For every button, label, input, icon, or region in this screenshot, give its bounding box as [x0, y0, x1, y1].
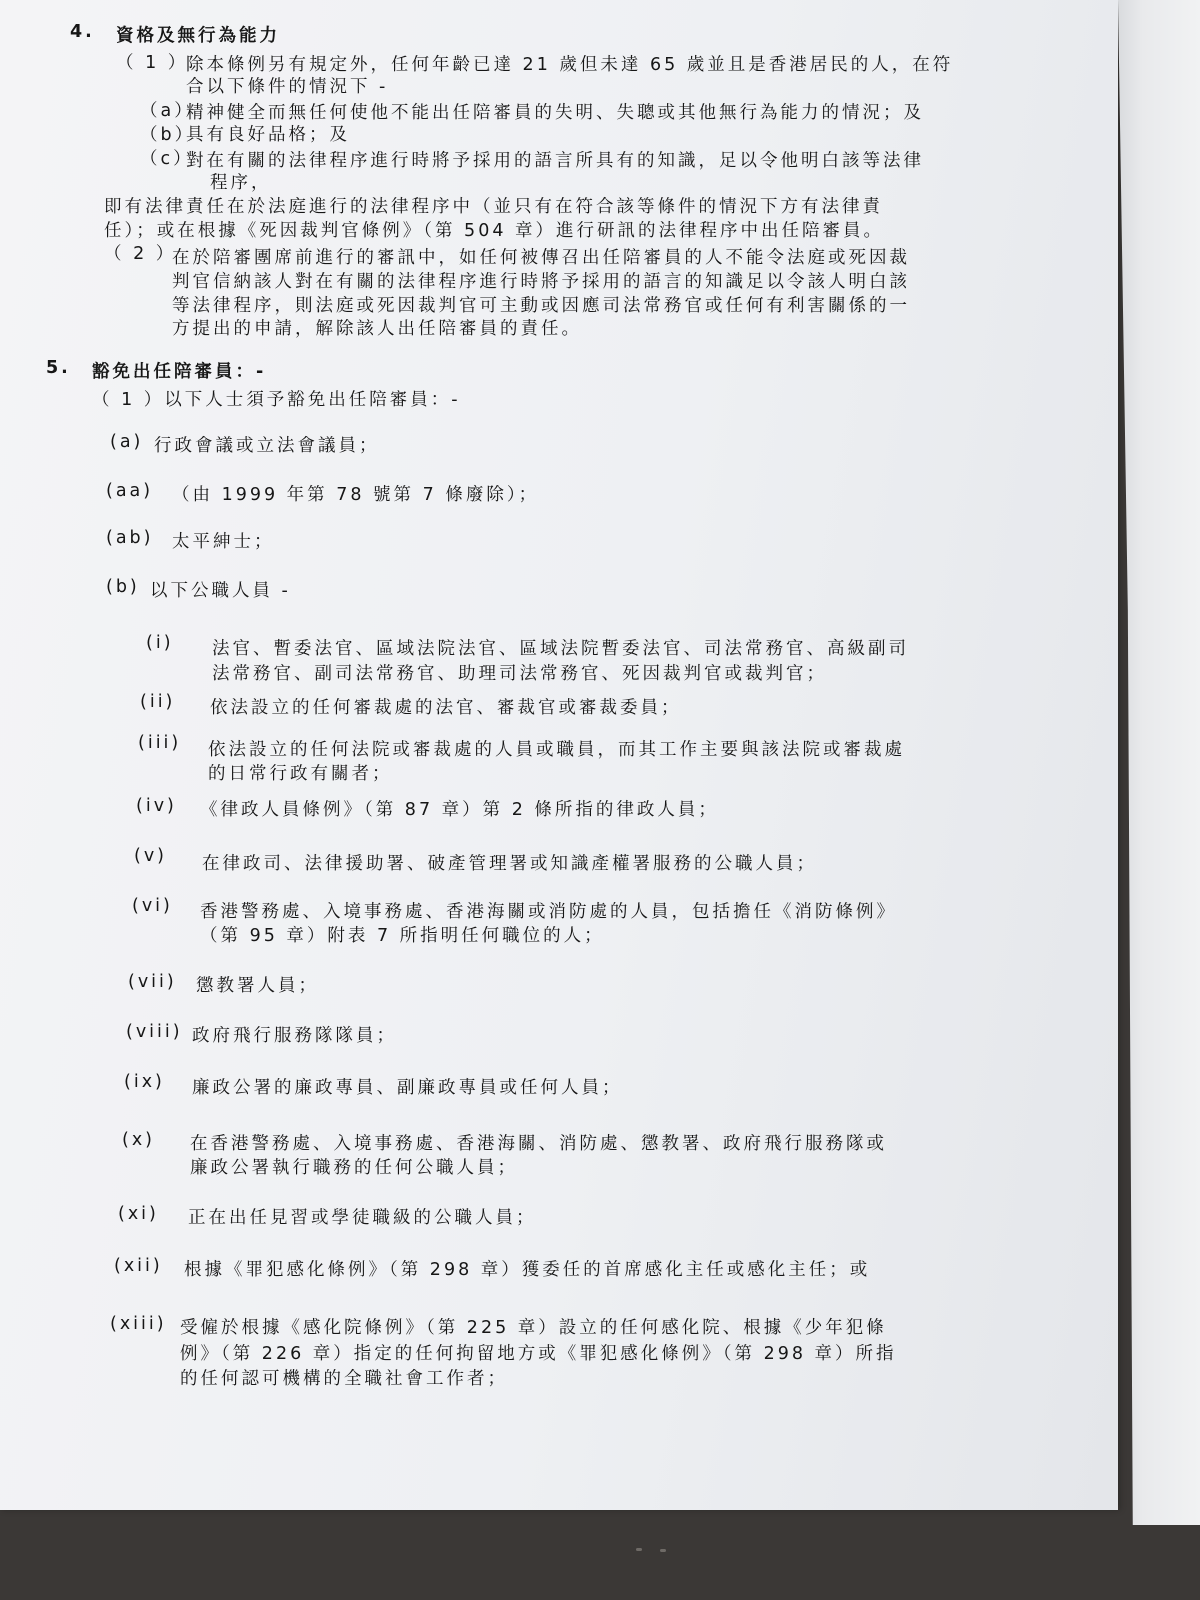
- section-5-1-intro: （ 1 ）以下人士須予豁免出任陪審員：-: [92, 390, 461, 410]
- subitem-vii-marker: (vii): [128, 972, 177, 992]
- subitem-xii-marker: (xii): [114, 1256, 163, 1276]
- subitem-ii-marker: (ii): [140, 692, 176, 712]
- item-aa-text: （由 1999 年第 78 號第 7 條廢除）；: [172, 485, 540, 505]
- subitem-x-marker: (x): [122, 1130, 156, 1150]
- adjacent-page-edge: [1118, 0, 1200, 1525]
- subitem-i-line-2: 法常務官、副司法常務官、助理司法常務官、死因裁判官或裁判官；: [212, 664, 827, 684]
- item-a-text: 行政會議或立法會議員；: [154, 436, 380, 456]
- item-aa-marker: (aa): [106, 481, 154, 501]
- condition-a-marker: （a）: [140, 101, 195, 121]
- section-4-1-line-1: 除本條例另有規定外，任何年齡已達 21 歲但未達 65 歲並且是香港居民的人，在符: [186, 55, 954, 75]
- floor-mark: [636, 1548, 642, 1551]
- section-4-2-line-4: 方提出的申請，解除該人出任陪審員的責任。: [172, 319, 582, 339]
- floor-mark: [660, 1549, 666, 1552]
- condition-c-line-1: 對在有關的法律程序進行時將予採用的語言所具有的知識，足以令他明白該等法律: [186, 151, 924, 171]
- item-a-marker: (a): [110, 432, 144, 452]
- item-ab-text: 太平紳士；: [172, 532, 275, 552]
- section-4-1-marker: （ 1 ）: [116, 53, 189, 73]
- subitem-vi-line-1: 香港警務處、入境事務處、香港海關或消防處的人員，包括擔任《消防條例》: [200, 902, 897, 922]
- condition-c-marker: （c）: [140, 149, 194, 169]
- subitem-xii-line-1: 根據《罪犯感化條例》（第 298 章）獲委任的首席感化主任或感化主任；或: [184, 1260, 871, 1280]
- condition-b-marker: （b）: [140, 125, 196, 145]
- section-4-2-marker: （ 2 ）: [104, 244, 177, 264]
- subitem-v-marker: (v): [134, 846, 168, 866]
- section-4-2-line-2: 判官信納該人對在有關的法律程序進行時將予採用的語言的知識足以令該人明白該: [172, 272, 910, 292]
- subitem-ix-marker: (ix): [124, 1072, 165, 1092]
- subitem-x-line-1: 在香港警務處、入境事務處、香港海關、消防處、懲教署、政府飛行服務隊或: [190, 1134, 887, 1154]
- subitem-v-line-1: 在律政司、法律援助署、破產管理署或知識產權署服務的公職人員；: [202, 854, 817, 874]
- subitem-xiii-line-2: 例》（第 226 章）指定的任何拘留地方或《罪犯感化條例》（第 298 章）所指: [180, 1344, 897, 1364]
- subitem-ix-line-1: 廉政公署的廉政專員、副廉政專員或任何人員；: [192, 1078, 623, 1098]
- section-4-closing-line-1: 即有法律責任在於法庭進行的法律程序中（並只有在符合該等條件的情況下方有法律責: [104, 197, 883, 217]
- section-4-2-line-3: 等法律程序，則法庭或死因裁判官可主動或因應司法常務官或任何有利害關係的一: [172, 296, 910, 316]
- subitem-i-marker: (i): [146, 633, 174, 653]
- item-b-marker: (b): [106, 577, 140, 597]
- subitem-xi-marker: (xi): [118, 1204, 159, 1224]
- section-4-1-line-2: 合以下條件的情況下 -: [186, 77, 389, 97]
- subitem-iii-marker: (iii): [138, 733, 182, 753]
- subitem-xiii-line-1: 受僱於根據《感化院條例》（第 225 章）設立的任何感化院、根據《少年犯條: [180, 1318, 887, 1338]
- subitem-ii-line-1: 依法設立的任何審裁處的法官、審裁官或審裁委員；: [210, 698, 682, 718]
- subitem-iv-marker: (iv): [136, 796, 177, 816]
- section-5-number: 5.: [46, 358, 71, 378]
- subitem-iii-line-1: 依法設立的任何法院或審裁處的人員或職員，而其工作主要與該法院或審裁處: [208, 740, 905, 760]
- section-5-heading: 豁免出任陪審員：-: [92, 362, 267, 382]
- item-b-text: 以下公職人員 -: [150, 581, 291, 601]
- subitem-xi-line-1: 正在出任見習或學徒職級的公職人員；: [188, 1208, 537, 1228]
- condition-b-text: 具有良好品格；及: [186, 125, 350, 145]
- subitem-vi-line-2: （第 95 章）附表 7 所指明任何職位的人；: [200, 926, 605, 946]
- section-4-number: 4.: [70, 22, 95, 42]
- condition-a-text: 精神健全而無任何使他不能出任陪審員的失明、失聰或其他無行為能力的情況；及: [186, 103, 924, 123]
- subitem-vi-marker: (vi): [132, 896, 173, 916]
- subitem-iv-line-1: 《律政人員條例》（第 87 章）第 2 條所指的律政人員；: [200, 800, 719, 820]
- subitem-vii-line-1: 懲教署人員；: [196, 976, 319, 996]
- section-4-2-line-1: 在於陪審團席前進行的審訊中，如任何被傳召出任陪審員的人不能令法庭或死因裁: [172, 248, 910, 268]
- subitem-xiii-marker: (xiii): [110, 1314, 167, 1334]
- subitem-viii-marker: (viii): [126, 1022, 183, 1042]
- subitem-i-line-1: 法官、暫委法官、區域法院法官、區域法院暫委法官、司法常務官、高級副司: [212, 639, 909, 659]
- subitem-xiii-line-3: 的任何認可機構的全職社會工作者；: [180, 1369, 508, 1389]
- subitem-x-line-2: 廉政公署執行職務的任何公職人員；: [190, 1158, 518, 1178]
- condition-c-line-2: 程序，: [210, 173, 272, 193]
- section-4-closing-line-2: 任）；或在根據《死因裁判官條例》（第 504 章）進行研訊的法律程序中出任陪審員。: [104, 221, 885, 241]
- item-ab-marker: (ab): [106, 528, 154, 548]
- subitem-viii-line-1: 政府飛行服務隊隊員；: [192, 1026, 397, 1046]
- subitem-iii-line-2: 的日常行政有關者；: [208, 764, 393, 784]
- section-4-heading: 資格及無行為能力: [116, 26, 280, 46]
